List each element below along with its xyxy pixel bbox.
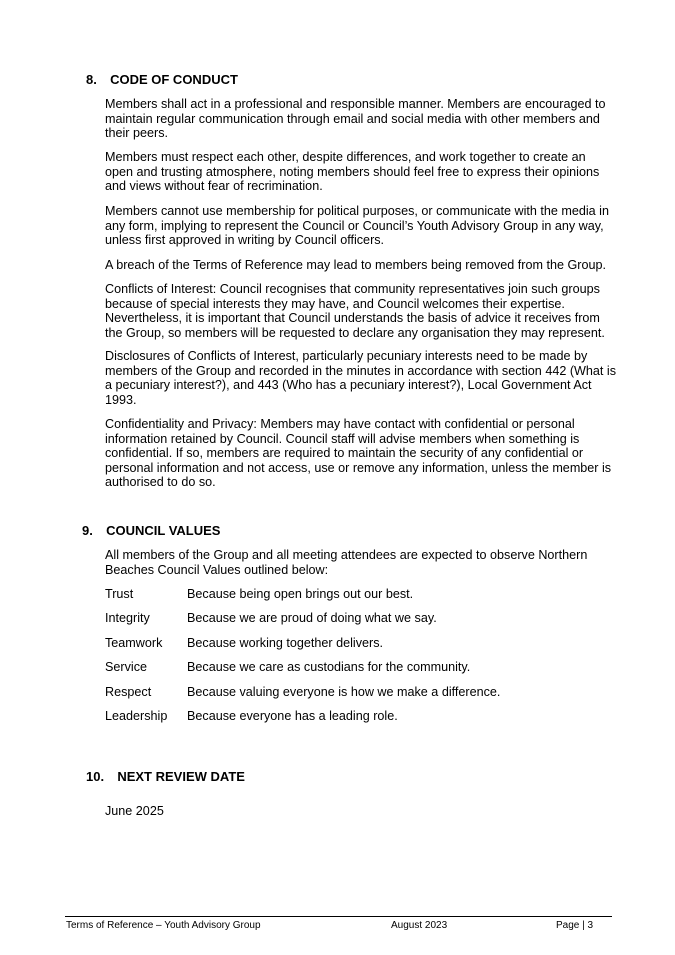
section-9-title: COUNCIL VALUES (106, 523, 221, 538)
section-9-number: 9. (82, 523, 93, 538)
section-8-heading (86, 72, 238, 87)
confidentiality-paragraph: Confidentiality and Privacy: Members may have contact with confidential or personal information retained by Council. Council staff will advise members when something is confidential. If so, members are required to maintain the security of any confidential or personal information and not access, use or remove any information, unless the member is authorised to do so. (105, 417, 612, 490)
code-of-conduct-paragraph: Members shall act in a professional and responsible manner. Members are encouraged to maintain regular communication through email and social media with other members and their peers. (105, 97, 606, 141)
value-description: Because being open brings out our best. (187, 587, 414, 601)
value-description: Because everyone has a leading role. (187, 709, 398, 723)
section-10-number: 10. (86, 769, 105, 784)
value-name: Leadership (105, 709, 168, 723)
footer-divider (65, 916, 612, 917)
section-10-heading (86, 769, 245, 784)
value-description: Because we are proud of doing what we say. (187, 611, 437, 625)
disclosures-paragraph: Disclosures of Conflicts of Interest, particularly pecuniary interests need to be made by members of the Group and recorded in the minutes in accordance with section 442 (What is a pecuniary interest?), and 443 (Who has a pecuniary interest?), Local Government Act 1993. (105, 349, 617, 407)
value-name: Integrity (105, 611, 150, 625)
council-values-intro: All members of the Group and all meeting attendees are expected to observe Northern Beaches Council Values outlined below: (105, 548, 588, 577)
value-name: Trust (105, 587, 134, 601)
value-name: Teamwork (105, 636, 163, 650)
footer-document-title: Terms of Reference – Youth Advisory Group (66, 920, 261, 931)
code-of-conduct-paragraph: Members cannot use membership for political purposes, or communicate with the media in any form, implying to represent the Council or Council’s Youth Advisory Group in any way, unless first approved in writing by Council officers. (105, 204, 609, 248)
code-of-conduct-paragraph: A breach of the Terms of Reference may lead to members being removed from the Group. (105, 258, 606, 272)
conflicts-of-interest-paragraph: Conflicts of Interest: Council recognises that community representatives join such groups because of special interests they may have, and Council welcomes their expertise. Nevertheless, it is important that Council understands the basis of advice it receives from the Group, so members will be requested to declare any organisation they may represent. (105, 282, 605, 340)
value-description: Because working together delivers. (187, 636, 384, 650)
value-name: Respect (105, 685, 152, 699)
footer-date: August 2023 (391, 920, 448, 931)
value-name: Service (105, 660, 147, 674)
code-of-conduct-paragraph: Members must respect each other, despite differences, and work together to create an open and trusting atmosphere, noting members should feel free to express their opinions and views without fear of recrimination. (105, 150, 600, 194)
next-review-date: June 2025 (105, 804, 164, 818)
section-8-title: CODE OF CONDUCT (110, 72, 238, 87)
section-10-title: NEXT REVIEW DATE (117, 769, 245, 784)
section-9-heading (82, 523, 220, 538)
value-description: Because we care as custodians for the community. (187, 660, 471, 674)
value-description: Because valuing everyone is how we make a difference. (187, 685, 501, 699)
footer-page-number: Page | 3 (556, 920, 594, 931)
section-8-number: 8. (86, 72, 97, 87)
